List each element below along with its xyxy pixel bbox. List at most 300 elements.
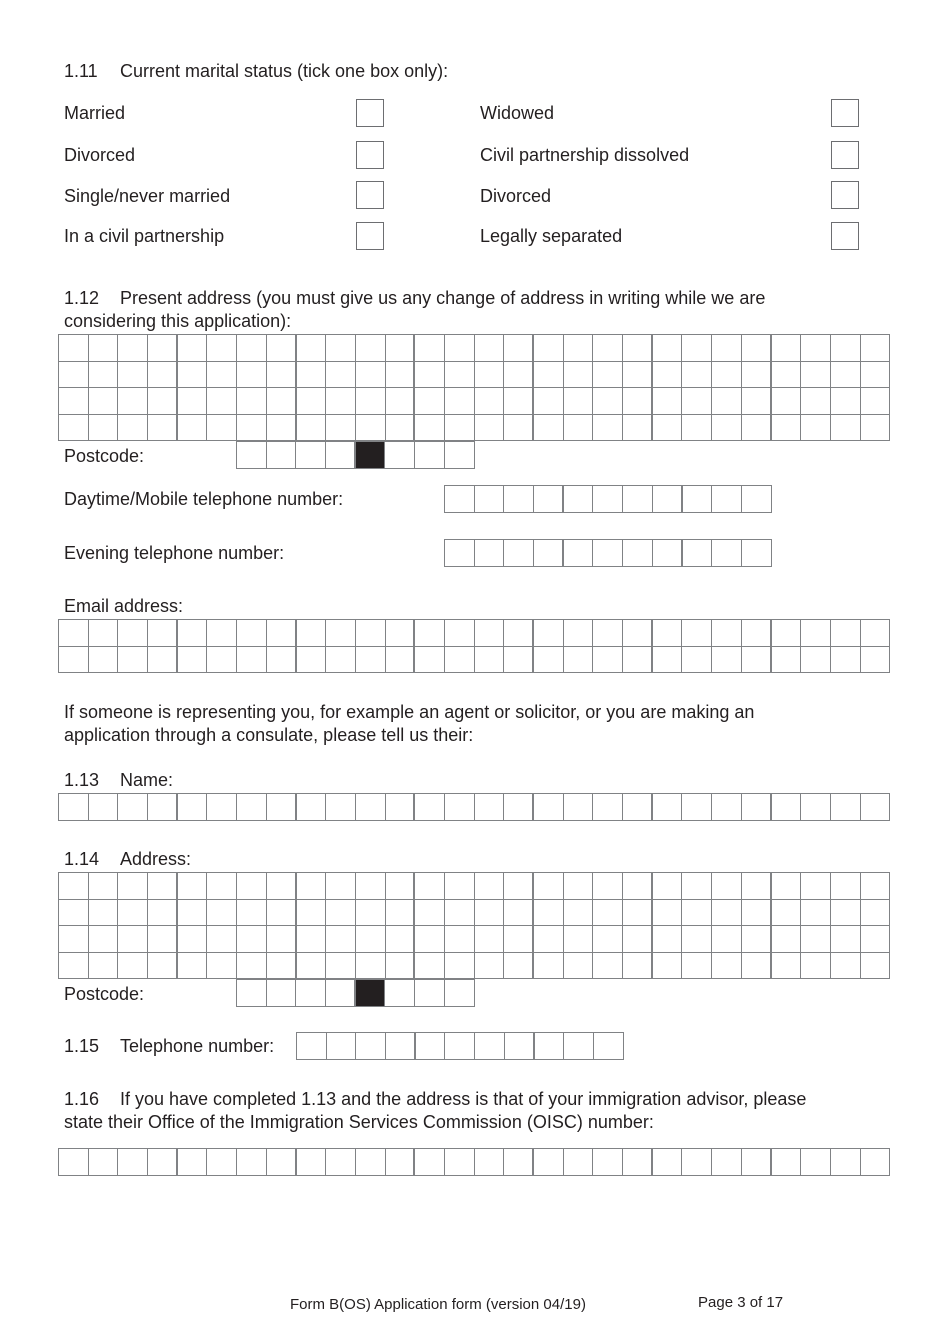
input-cell[interactable] [623, 647, 653, 674]
present-postcode-grid[interactable] [236, 441, 475, 469]
input-cell[interactable] [267, 900, 297, 927]
input-cell[interactable] [326, 362, 356, 389]
input-cell[interactable] [623, 335, 653, 362]
input-cell[interactable] [564, 620, 594, 647]
input-cell[interactable] [801, 953, 831, 980]
input-cell[interactable] [59, 1149, 89, 1176]
input-cell[interactable] [772, 388, 802, 415]
input-cell[interactable] [326, 873, 356, 900]
input-cell[interactable] [682, 647, 712, 674]
input-cell[interactable] [178, 620, 208, 647]
input-cell[interactable] [475, 1149, 505, 1176]
input-cell[interactable] [386, 620, 416, 647]
input-cell[interactable] [356, 362, 386, 389]
input-cell[interactable] [831, 335, 861, 362]
input-cell[interactable] [564, 873, 594, 900]
marital-separated-checkbox[interactable] [831, 222, 859, 250]
input-cell[interactable] [564, 953, 594, 980]
input-cell[interactable] [772, 873, 802, 900]
input-cell[interactable] [831, 415, 861, 442]
input-cell[interactable] [178, 1149, 208, 1176]
marital-divorced-2-checkbox[interactable] [831, 181, 859, 209]
input-cell[interactable] [653, 486, 683, 513]
input-cell[interactable] [89, 953, 119, 980]
input-cell[interactable] [504, 1149, 534, 1176]
input-cell[interactable] [326, 335, 356, 362]
input-cell[interactable] [445, 1149, 475, 1176]
input-cell[interactable] [415, 953, 445, 980]
input-cell[interactable] [653, 540, 683, 567]
input-cell[interactable] [237, 620, 267, 647]
input-cell[interactable] [801, 362, 831, 389]
input-cell[interactable] [801, 335, 831, 362]
input-cell[interactable] [296, 442, 326, 469]
input-cell[interactable] [564, 647, 594, 674]
input-cell[interactable] [623, 620, 653, 647]
input-cell[interactable] [356, 1149, 386, 1176]
input-cell[interactable] [801, 1149, 831, 1176]
input-cell[interactable] [564, 926, 594, 953]
input-cell[interactable] [178, 362, 208, 389]
input-cell[interactable] [772, 926, 802, 953]
input-cell[interactable] [207, 873, 237, 900]
input-cell[interactable] [504, 620, 534, 647]
input-cell[interactable] [207, 647, 237, 674]
input-cell[interactable] [742, 1149, 772, 1176]
input-cell[interactable] [89, 388, 119, 415]
input-cell[interactable] [594, 1033, 624, 1060]
evening-phone-grid[interactable] [444, 539, 772, 567]
input-cell[interactable] [207, 900, 237, 927]
input-cell[interactable] [59, 388, 89, 415]
input-cell[interactable] [504, 362, 534, 389]
input-cell[interactable] [742, 873, 772, 900]
input-cell[interactable] [267, 415, 297, 442]
input-cell[interactable] [682, 926, 712, 953]
input-cell[interactable] [682, 388, 712, 415]
input-cell[interactable] [534, 362, 564, 389]
input-cell[interactable] [653, 620, 683, 647]
input-cell[interactable] [356, 388, 386, 415]
input-cell[interactable] [267, 926, 297, 953]
input-cell[interactable] [386, 873, 416, 900]
input-cell[interactable] [772, 335, 802, 362]
input-cell[interactable] [861, 1149, 891, 1176]
input-cell[interactable] [683, 540, 713, 567]
input-cell[interactable] [415, 620, 445, 647]
input-cell[interactable] [564, 1149, 594, 1176]
input-cell[interactable] [415, 926, 445, 953]
input-cell[interactable] [742, 388, 772, 415]
input-cell[interactable] [593, 1149, 623, 1176]
input-cell[interactable] [623, 953, 653, 980]
input-cell[interactable] [415, 335, 445, 362]
input-cell[interactable] [386, 415, 416, 442]
input-cell[interactable] [445, 900, 475, 927]
input-cell[interactable] [653, 388, 683, 415]
input-cell[interactable] [712, 362, 742, 389]
input-cell[interactable] [267, 647, 297, 674]
input-cell[interactable] [356, 1033, 386, 1060]
input-cell[interactable] [178, 794, 208, 821]
input-cell[interactable] [356, 415, 386, 442]
input-cell[interactable] [712, 388, 742, 415]
input-cell[interactable] [653, 794, 683, 821]
input-cell[interactable] [445, 620, 475, 647]
input-cell[interactable] [623, 540, 653, 567]
input-cell[interactable] [861, 926, 891, 953]
input-cell[interactable] [297, 620, 327, 647]
input-cell[interactable] [415, 415, 445, 442]
input-cell[interactable] [207, 953, 237, 980]
input-cell[interactable] [207, 620, 237, 647]
representative-name-grid[interactable] [58, 793, 890, 821]
input-cell[interactable] [148, 794, 178, 821]
input-cell[interactable] [118, 335, 148, 362]
input-cell[interactable] [237, 335, 267, 362]
input-cell[interactable] [831, 1149, 861, 1176]
input-cell[interactable] [148, 953, 178, 980]
input-cell[interactable] [445, 647, 475, 674]
input-cell[interactable] [356, 953, 386, 980]
daytime-phone-grid[interactable] [444, 485, 772, 513]
input-cell[interactable] [327, 1033, 357, 1060]
input-cell[interactable] [475, 926, 505, 953]
input-cell[interactable] [653, 953, 683, 980]
input-cell[interactable] [564, 335, 594, 362]
input-cell[interactable] [237, 415, 267, 442]
input-cell[interactable] [89, 1149, 119, 1176]
input-cell[interactable] [623, 873, 653, 900]
input-cell[interactable] [683, 486, 713, 513]
input-cell[interactable] [207, 362, 237, 389]
input-cell[interactable] [386, 647, 416, 674]
input-cell[interactable] [861, 953, 891, 980]
input-cell[interactable] [267, 335, 297, 362]
input-cell[interactable] [534, 900, 564, 927]
input-cell[interactable] [297, 1033, 327, 1060]
input-cell[interactable] [593, 486, 623, 513]
input-cell[interactable] [89, 415, 119, 442]
input-cell[interactable] [89, 362, 119, 389]
input-cell[interactable] [59, 362, 89, 389]
input-cell[interactable] [742, 362, 772, 389]
input-cell[interactable] [861, 388, 891, 415]
marital-widowed-checkbox[interactable] [831, 99, 859, 127]
input-cell[interactable] [267, 873, 297, 900]
input-cell[interactable] [118, 794, 148, 821]
input-cell[interactable] [475, 388, 505, 415]
input-cell[interactable] [831, 388, 861, 415]
input-cell[interactable] [475, 362, 505, 389]
input-cell[interactable] [801, 415, 831, 442]
input-cell[interactable] [682, 900, 712, 927]
input-cell[interactable] [712, 540, 742, 567]
input-cell[interactable] [801, 926, 831, 953]
input-cell[interactable] [475, 794, 505, 821]
input-cell[interactable] [504, 794, 534, 821]
input-cell[interactable] [118, 362, 148, 389]
input-cell[interactable] [207, 1149, 237, 1176]
representative-address-grid[interactable] [58, 872, 890, 979]
input-cell[interactable] [623, 900, 653, 927]
input-cell[interactable] [237, 442, 267, 469]
input-cell[interactable] [623, 486, 653, 513]
input-cell[interactable] [772, 1149, 802, 1176]
input-cell[interactable] [267, 953, 297, 980]
input-cell[interactable] [445, 1033, 475, 1060]
input-cell[interactable] [653, 926, 683, 953]
input-cell[interactable] [267, 388, 297, 415]
input-cell[interactable] [712, 900, 742, 927]
input-cell[interactable] [861, 873, 891, 900]
input-cell[interactable] [59, 620, 89, 647]
input-cell[interactable] [445, 335, 475, 362]
input-cell[interactable] [504, 335, 534, 362]
input-cell[interactable] [326, 900, 356, 927]
input-cell[interactable] [416, 1033, 446, 1060]
input-cell[interactable] [801, 620, 831, 647]
input-cell[interactable] [593, 873, 623, 900]
input-cell[interactable] [475, 647, 505, 674]
marital-civil-partnership-checkbox[interactable] [356, 222, 384, 250]
input-cell[interactable] [59, 647, 89, 674]
input-cell[interactable] [415, 980, 445, 1007]
input-cell[interactable] [207, 415, 237, 442]
input-cell[interactable] [237, 647, 267, 674]
input-cell[interactable] [89, 926, 119, 953]
input-cell[interactable] [356, 794, 386, 821]
input-cell[interactable] [386, 362, 416, 389]
marital-single-checkbox[interactable] [356, 181, 384, 209]
input-cell[interactable] [118, 953, 148, 980]
input-cell[interactable] [772, 415, 802, 442]
input-cell[interactable] [326, 442, 356, 469]
input-cell[interactable] [59, 900, 89, 927]
input-cell[interactable] [207, 335, 237, 362]
input-cell[interactable] [593, 926, 623, 953]
input-cell[interactable] [89, 873, 119, 900]
input-cell[interactable] [415, 900, 445, 927]
input-cell[interactable] [831, 953, 861, 980]
input-cell[interactable] [89, 620, 119, 647]
input-cell[interactable] [59, 415, 89, 442]
input-cell[interactable] [505, 1033, 535, 1060]
input-cell[interactable] [118, 388, 148, 415]
input-cell[interactable] [712, 794, 742, 821]
input-cell[interactable] [89, 900, 119, 927]
input-cell[interactable] [178, 900, 208, 927]
input-cell[interactable] [653, 1149, 683, 1176]
input-cell[interactable] [386, 900, 416, 927]
input-cell[interactable] [297, 794, 327, 821]
input-cell[interactable] [267, 620, 297, 647]
input-cell[interactable] [682, 335, 712, 362]
input-cell[interactable] [356, 335, 386, 362]
input-cell[interactable] [445, 873, 475, 900]
input-cell[interactable] [682, 620, 712, 647]
input-cell[interactable] [801, 388, 831, 415]
input-cell[interactable] [742, 926, 772, 953]
input-cell[interactable] [326, 953, 356, 980]
input-cell[interactable] [861, 362, 891, 389]
input-cell[interactable] [742, 415, 772, 442]
input-cell[interactable] [534, 415, 564, 442]
input-cell[interactable] [178, 415, 208, 442]
input-cell[interactable] [682, 794, 712, 821]
input-cell[interactable] [326, 980, 356, 1007]
input-cell[interactable] [118, 1149, 148, 1176]
input-cell[interactable] [623, 388, 653, 415]
input-cell[interactable] [386, 794, 416, 821]
input-cell[interactable] [415, 442, 445, 469]
input-cell[interactable] [415, 362, 445, 389]
input-cell[interactable] [861, 620, 891, 647]
input-cell[interactable] [237, 900, 267, 927]
input-cell[interactable] [118, 647, 148, 674]
input-cell[interactable] [772, 953, 802, 980]
input-cell[interactable] [415, 873, 445, 900]
input-cell[interactable] [356, 900, 386, 927]
input-cell[interactable] [742, 540, 772, 567]
input-cell[interactable] [178, 953, 208, 980]
input-cell[interactable] [534, 540, 564, 567]
input-cell[interactable] [712, 926, 742, 953]
input-cell[interactable] [148, 362, 178, 389]
input-cell[interactable] [712, 335, 742, 362]
input-cell[interactable] [148, 415, 178, 442]
input-cell[interactable] [326, 620, 356, 647]
input-cell[interactable] [297, 335, 327, 362]
input-cell[interactable] [475, 620, 505, 647]
input-cell[interactable] [148, 335, 178, 362]
input-cell[interactable] [504, 953, 534, 980]
input-cell[interactable] [564, 486, 594, 513]
input-cell[interactable] [623, 362, 653, 389]
input-cell[interactable] [534, 873, 564, 900]
input-cell[interactable] [118, 900, 148, 927]
input-cell[interactable] [386, 388, 416, 415]
input-cell[interactable] [475, 415, 505, 442]
input-cell[interactable] [564, 900, 594, 927]
input-cell[interactable] [623, 415, 653, 442]
input-cell[interactable] [148, 1149, 178, 1176]
input-cell[interactable] [712, 873, 742, 900]
input-cell[interactable] [653, 647, 683, 674]
input-cell[interactable] [326, 415, 356, 442]
input-cell[interactable] [237, 794, 267, 821]
input-cell[interactable] [742, 486, 772, 513]
input-cell[interactable] [534, 388, 564, 415]
input-cell[interactable] [178, 388, 208, 415]
input-cell[interactable] [445, 926, 475, 953]
input-cell[interactable] [297, 415, 327, 442]
input-cell[interactable] [534, 926, 564, 953]
input-cell[interactable] [653, 362, 683, 389]
input-cell[interactable] [475, 953, 505, 980]
input-cell[interactable] [801, 873, 831, 900]
input-cell[interactable] [237, 388, 267, 415]
input-cell[interactable] [356, 647, 386, 674]
input-cell[interactable] [861, 415, 891, 442]
input-cell[interactable] [267, 1149, 297, 1176]
present-address-grid[interactable] [58, 334, 890, 441]
input-cell[interactable] [504, 873, 534, 900]
input-cell[interactable] [267, 794, 297, 821]
input-cell[interactable] [89, 794, 119, 821]
input-cell[interactable] [504, 415, 534, 442]
input-cell[interactable] [593, 388, 623, 415]
input-cell[interactable] [475, 1033, 505, 1060]
input-cell[interactable] [297, 926, 327, 953]
input-cell[interactable] [89, 647, 119, 674]
input-cell[interactable] [712, 486, 742, 513]
input-cell[interactable] [712, 415, 742, 442]
input-cell[interactable] [593, 647, 623, 674]
input-cell[interactable] [831, 620, 861, 647]
input-cell[interactable] [861, 335, 891, 362]
input-cell[interactable] [504, 540, 534, 567]
input-cell[interactable] [861, 794, 891, 821]
input-cell[interactable] [296, 980, 326, 1007]
input-cell[interactable] [504, 900, 534, 927]
input-cell[interactable] [831, 873, 861, 900]
input-cell[interactable] [445, 540, 475, 567]
input-cell[interactable] [445, 486, 475, 513]
input-cell[interactable] [742, 647, 772, 674]
input-cell[interactable] [59, 926, 89, 953]
input-cell[interactable] [59, 953, 89, 980]
input-cell[interactable] [297, 873, 327, 900]
input-cell[interactable] [653, 335, 683, 362]
input-cell[interactable] [207, 388, 237, 415]
input-cell[interactable] [593, 794, 623, 821]
input-cell[interactable] [267, 362, 297, 389]
input-cell[interactable] [861, 647, 891, 674]
input-cell[interactable] [712, 1149, 742, 1176]
input-cell[interactable] [504, 486, 534, 513]
input-cell[interactable] [445, 953, 475, 980]
input-cell[interactable] [148, 900, 178, 927]
input-cell[interactable] [297, 362, 327, 389]
input-cell[interactable] [564, 362, 594, 389]
input-cell[interactable] [445, 415, 475, 442]
input-cell[interactable] [712, 953, 742, 980]
input-cell[interactable] [326, 388, 356, 415]
input-cell[interactable] [59, 873, 89, 900]
input-cell[interactable] [712, 620, 742, 647]
input-cell[interactable] [772, 362, 802, 389]
input-cell[interactable] [178, 647, 208, 674]
input-cell[interactable] [386, 335, 416, 362]
input-cell[interactable] [385, 442, 415, 469]
input-cell[interactable] [504, 388, 534, 415]
input-cell[interactable] [237, 980, 267, 1007]
input-cell[interactable] [445, 980, 475, 1007]
input-cell[interactable] [237, 926, 267, 953]
input-cell[interactable] [415, 1149, 445, 1176]
input-cell[interactable] [475, 486, 505, 513]
input-cell[interactable] [237, 1149, 267, 1176]
input-cell[interactable] [118, 415, 148, 442]
input-cell[interactable] [475, 873, 505, 900]
input-cell[interactable] [118, 926, 148, 953]
input-cell[interactable] [475, 335, 505, 362]
input-cell[interactable] [801, 647, 831, 674]
input-cell[interactable] [564, 794, 594, 821]
input-cell[interactable] [148, 873, 178, 900]
input-cell[interactable] [564, 415, 594, 442]
